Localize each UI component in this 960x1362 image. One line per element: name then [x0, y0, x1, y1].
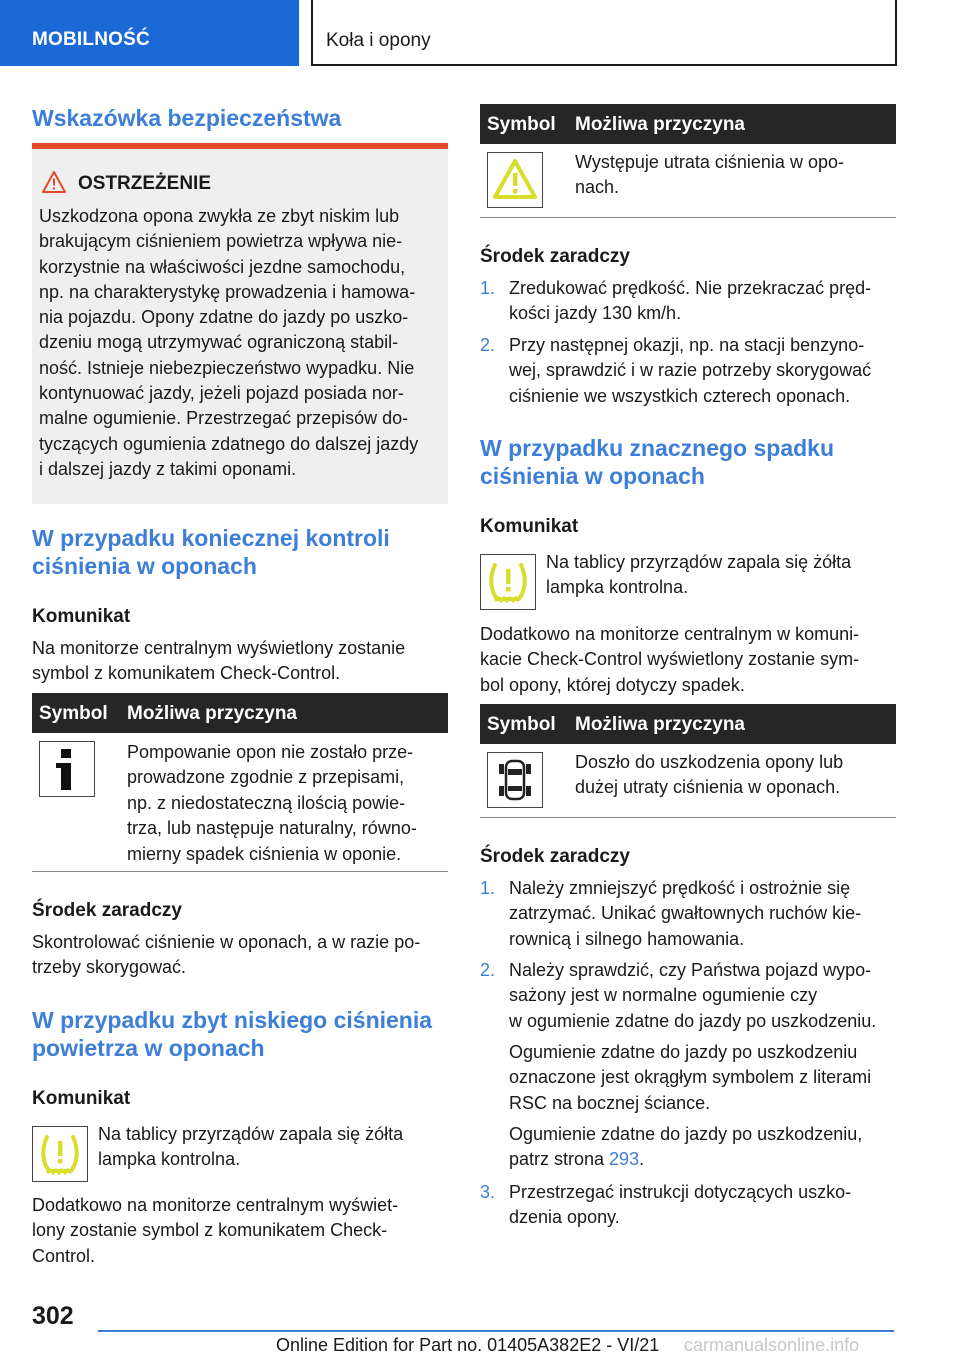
extra-text: [32, 1193, 448, 1269]
lamp-text: [546, 550, 851, 601]
list-text: [509, 958, 899, 1034]
warning-line: i dalszej jazdy z takimi oponami.: [39, 458, 297, 479]
warning-line: np. na charakterystykę prowadzenia i hamowa-: [39, 281, 416, 302]
warning-title: OSTRZEŻENIE: [78, 173, 212, 194]
list-number: 2.: [480, 960, 496, 980]
text-line: lampka kontrolna.: [546, 577, 689, 598]
list-text: [509, 876, 899, 952]
text-line: nach.: [575, 177, 620, 198]
col-cause-header: Możliwa przyczyna: [575, 114, 745, 135]
text-line: Ogumienie zdatne do jazdy po uszkodzeniu,: [509, 1124, 863, 1144]
col-symbol-header: Symbol: [487, 114, 556, 135]
edition-text: Online Edition for Part no. 01405A382E2 - VI/21: [276, 1335, 660, 1355]
car-tire-damage-icon: [487, 752, 543, 808]
section-heading-check-pressure: [32, 524, 448, 580]
text-line: lony zostanie symbol z komunikatem Check-: [32, 1220, 388, 1241]
message-text: [32, 636, 448, 687]
message-label: Komunikat: [32, 1088, 131, 1109]
warning-triangle-icon: [42, 171, 66, 193]
text-line: Na monitorze centralnym wyświetlony zostanie: [32, 638, 406, 658]
note-text: [509, 1122, 899, 1173]
safety-heading: Wskazówka bezpieczeństwa: [32, 105, 342, 131]
text-line: kacie Check-Control wyświetlony zostanie sym-: [480, 649, 860, 670]
text-span: .: [639, 1149, 645, 1170]
heading-line: powietrza w oponach: [32, 1035, 265, 1061]
text-line: Na tablicy przyrządów zapala się żółta: [546, 552, 852, 572]
text-line: kości jazdy 130 km/h.: [509, 303, 682, 324]
list-number: 1.: [480, 878, 496, 898]
note-text: [509, 1040, 899, 1116]
text-line: ciśnienie we wszystkich czterech oponach.: [509, 385, 851, 406]
text-line: Należy zmniejszyć prędkość i ostrożnie się: [509, 878, 851, 898]
page-link[interactable]: 293: [609, 1149, 640, 1170]
table-row: [480, 144, 896, 218]
warning-line: Uszkodzona opona zwykła ze zbyt niskim lub: [39, 206, 400, 226]
text-line: dużej utraty ciśnienia w oponach.: [575, 777, 841, 798]
text-line: trzeby skorygować.: [32, 957, 187, 978]
cause-text: [575, 150, 893, 201]
info-icon: [39, 741, 95, 797]
heading-line: W przypadku koniecznej kontroli: [32, 525, 390, 551]
heading-line: W przypadku zbyt niskiego ciśnienia: [32, 1007, 433, 1033]
message-label: Komunikat: [480, 516, 579, 537]
extra-text: [480, 622, 896, 698]
text-line: lampka kontrolna.: [98, 1149, 241, 1170]
list-text: [509, 276, 899, 327]
text-line: np. z niedostateczną ilością powie-: [127, 792, 406, 813]
text-line: Skontrolować ciśnienie w oponach, a w razie po-: [32, 932, 421, 952]
page-number: 302: [32, 1302, 74, 1330]
text-line: Ogumienie zdatne do jazdy po uszkodzeniu: [509, 1042, 858, 1062]
warning-line: korzystnie na właściwości jezdne samochodu,: [39, 256, 406, 277]
message-label: Komunikat: [32, 606, 131, 627]
lamp-message: [480, 548, 896, 614]
text-line: [509, 1147, 899, 1172]
table-row: [32, 733, 448, 872]
section-heading-severe-loss: [480, 434, 896, 490]
tire-pressure-warning-icon: [480, 554, 536, 610]
section-label: MOBILNOŚĆ: [32, 29, 150, 50]
remedy-text: [32, 930, 448, 981]
text-line: oznaczone jest okrągłym symbolem z literami: [509, 1067, 872, 1088]
watermark-text: carmanualsonline.info: [684, 1335, 860, 1355]
text-line: mierny spadek ciśnienia w oponie.: [127, 843, 402, 864]
section-tab: [0, 0, 299, 66]
chapter-tab: [311, 0, 897, 66]
warning-box: [32, 143, 448, 504]
text-line: Na tablicy przyrządów zapala się żółta: [98, 1124, 404, 1144]
warning-line: ność. Istnieje niebezpieczeństwo wypadku. Nie: [39, 357, 415, 378]
list-number: 3.: [480, 1182, 496, 1202]
warning-line: brakującym ciśnieniem powietrza wpływa nie-: [39, 231, 403, 252]
text-line: prowadzone zgodnie z przepisami,: [127, 767, 405, 788]
table-header: [480, 104, 896, 144]
text-line: symbol z komunikatem Check-Control.: [32, 663, 341, 684]
cause-text: [127, 740, 445, 867]
text-line: RSC na bocznej ściance.: [509, 1092, 711, 1113]
text-line: sażony jest w normalne ogumienie czy: [509, 985, 818, 1006]
warning-triangle-yellow-icon: [487, 152, 543, 208]
list-text: [509, 333, 899, 409]
list-text: [509, 1180, 899, 1231]
text-line: dzenia opony.: [509, 1207, 620, 1228]
text-line: Doszło do uszkodzenia opony lub: [575, 752, 844, 772]
text-line: Pompowanie opon nie zostało prze-: [127, 742, 414, 762]
text-line: w ogumienie zdatne do jazdy po uszkodzeniu.: [509, 1010, 877, 1031]
remedy-label: Środek zaradczy: [480, 246, 630, 267]
text-line: zatrzymać. Unikać gwałtownych ruchów kie-: [509, 903, 862, 924]
warning-line: kontynuować jazdy, jeżeli pojazd posiada nor-: [39, 383, 404, 404]
heading-line: W przypadku znacznego spadku: [480, 435, 834, 461]
text-line: rownicą i silnego hamowania.: [509, 928, 745, 949]
list-number: 2.: [480, 335, 496, 355]
text-line: Należy sprawdzić, czy Państwa pojazd wypo-: [509, 960, 872, 980]
lamp-text: [98, 1122, 403, 1173]
heading-line: ciśnienia w oponach: [32, 553, 257, 579]
col-symbol-header: Symbol: [487, 714, 556, 735]
col-cause-header: Możliwa przyczyna: [575, 714, 745, 735]
text-line: Przestrzegać instrukcji dotyczących uszko-: [509, 1182, 852, 1202]
text-line: trza, lub następuje naturalny, równo-: [127, 818, 417, 839]
col-symbol-header: Symbol: [39, 703, 108, 724]
text-line: bol opony, której dotyczy spadek.: [480, 674, 745, 695]
text-line: Występuje utrata ciśnienia w opo-: [575, 152, 844, 172]
warning-text: [39, 204, 444, 482]
heading-line: ciśnienia w oponach: [480, 463, 705, 489]
chapter-label: Koła i opony: [326, 30, 431, 51]
lamp-message: [32, 1120, 448, 1186]
tire-pressure-warning-icon: [32, 1126, 88, 1182]
table-header: [480, 704, 896, 744]
text-line: Control.: [32, 1245, 96, 1266]
text-line: Dodatkowo na monitorze centralnym wyświet-: [32, 1195, 399, 1215]
text-line: wej, sprawdzić i w razie potrzeby skorygować: [509, 360, 872, 381]
col-cause-header: Możliwa przyczyna: [127, 703, 297, 724]
remedy-label: Środek zaradczy: [32, 900, 182, 921]
footer-divider: [98, 1330, 894, 1332]
remedy-label: Środek zaradczy: [480, 846, 630, 867]
text-line: Przy następnej okazji, np. na stacji benzyno-: [509, 335, 865, 355]
warning-line: tyczących ogumienia zdatnego do dalszej jazdy: [39, 433, 419, 454]
text-line: Dodatkowo na monitorze centralnym w komuni-: [480, 624, 860, 644]
warning-line: nia pojazdu. Opony zdatne do jazdy po uszko-: [39, 307, 409, 328]
warning-line: dzeniu mogą utrzymywać ograniczoną stabil-: [39, 332, 399, 353]
text-line: Zredukować prędkość. Nie przekraczać pręd-: [509, 278, 872, 298]
list-number: 1.: [480, 278, 496, 298]
warning-line: malne ogumienie. Przestrzegać przepisów do-: [39, 408, 409, 429]
section-heading-low-pressure: [32, 1006, 448, 1062]
table-header: [32, 693, 448, 733]
text-span: patrz strona: [509, 1149, 610, 1170]
table-row: [480, 744, 896, 818]
cause-text: [575, 750, 893, 801]
